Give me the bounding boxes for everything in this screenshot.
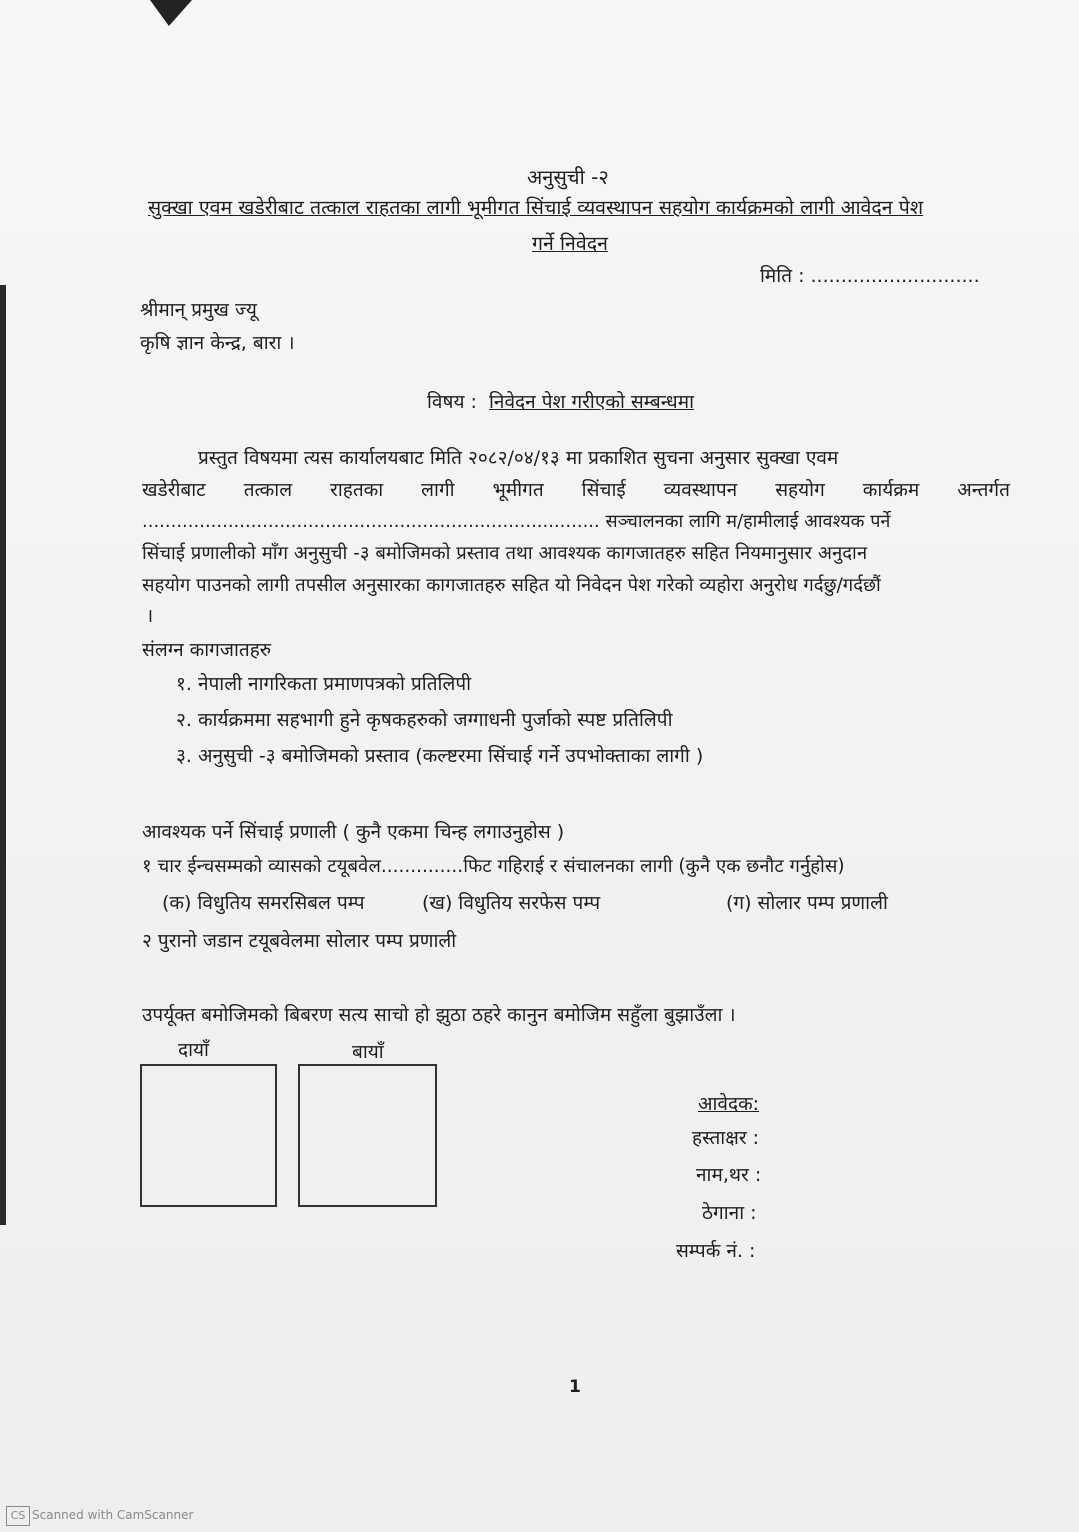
body-word: खडेरीबाट [142, 479, 206, 501]
body-line1: प्रस्तुत विषयमा त्यस कार्यालयबाट मिति २०८२/०४/१३ मा प्रकाशित सुचना अनुसार सुक्खा एवम [198, 447, 839, 469]
subject-label: विषय : [427, 391, 477, 413]
camscanner-watermark: Scanned with CamScanner [32, 1508, 194, 1522]
applicant-heading: आवेदक: [698, 1093, 760, 1115]
body-word: सिंचाई [581, 479, 626, 501]
irrigation-option1: १ चार ईन्चसम्मको व्यासको टयूबवेल..............फिट गहिराई र संचालनका लागी (कुनै एक छनौट गर्नुहोस) [142, 856, 845, 877]
name-field: नाम,थर : [696, 1164, 762, 1186]
signature-field: हस्ताक्षर : [692, 1127, 760, 1149]
body-word: राहतका [330, 479, 384, 501]
irrigation-heading: आवश्यक पर्ने सिंचाई प्रणाली ( कुनै एकमा चिन्ह लगाउनुहोस ) [142, 821, 565, 843]
irrigation-option2: २ पुरानो जडान टयूबवेलमा सोलार पम्प प्रणाली [142, 930, 457, 952]
left-thumbprint-box [298, 1064, 437, 1207]
body-word: लागी [421, 479, 455, 501]
attachment-item: २. कार्यक्रममा सहभागी हुने कृषकहरुको जग्गाधनी पुर्जाको स्पष्ट प्रतिलिपी [176, 709, 673, 731]
body-word: अन्तर्गत [957, 479, 1010, 501]
body-word: भूमीगत [492, 479, 544, 501]
body-line3: ................................................................................ सञ्चालनका लागि म/हामीलाई आवश्यक पर्ने [142, 511, 891, 532]
document-title-line2: गर्ने निवेदन [532, 232, 608, 255]
attachment-item: ३. अनुसुची -३ बमोजिमको प्रस्ताव (कल्ष्टरमा सिंचाई गर्ने उपभोक्ताका लागी ) [176, 745, 704, 767]
body-word: तत्काल [243, 479, 293, 501]
right-thumb-label: दायाँ [178, 1039, 209, 1061]
contact-field: सम्पर्क नं. : [676, 1240, 756, 1262]
page-number: 1 [569, 1377, 581, 1397]
pump-option-a: (क) विधुतिय समरसिबल पम्प [162, 892, 365, 914]
date-field: मिति : ............................ [760, 265, 980, 287]
document-title-line1: सुक्खा एवम खडेरीबाट तत्काल राहतका लागी भूमीगत सिंचाई व्यवस्थापन सहयोग कार्यक्रमको लागी आवेदन पेश [148, 196, 924, 219]
body-line5: सहयोग पाउनको लागी तपसील अनुसारका कागजातहरु सहित यो निवेदन पेश गरेको व्यहोरा अनुरोध गर्दछु/गर्दछौं [142, 575, 881, 596]
camscanner-logo-icon: CS [6, 1506, 30, 1526]
body-word: कार्यक्रम [862, 479, 920, 501]
pump-option-b: (ख) विधुतिय सरफेस पम्प [422, 892, 601, 914]
subject-text: निवेदन पेश गरीएको सम्बन्धमा [489, 391, 695, 413]
addressee-line1: श्रीमान् प्रमुख ज्यू [140, 299, 257, 321]
attachment-item: १. नेपाली नागरिकता प्रमाणपत्रको प्रतिलिपी [176, 673, 472, 695]
declaration-text: उपर्यूक्त बमोजिमको बिबरण सत्य साचो हो झुठा ठहरे कानुन बमोजिम सहुँला बुझाउँला । [142, 1004, 736, 1026]
right-thumbprint-box [140, 1064, 277, 1207]
left-thumb-label: बायाँ [352, 1041, 384, 1063]
schedule-label: अनुसुची -२ [527, 165, 609, 189]
addressee-line2: कृषि ज्ञान केन्द्र, बारा । [140, 332, 295, 354]
body-word: व्यवस्थापन [663, 479, 738, 501]
body-line4: सिंचाई प्रणालीको माँग अनुसुची -३ बमोजिमको प्रस्ताव तथा आवश्यक कागजातहरु सहित नियमानुसार अनुदान [142, 543, 868, 564]
body-line2 [142, 478, 1010, 502]
pump-option-c: (ग) सोलार पम्प प्रणाली [726, 892, 888, 914]
attachments-heading: संलग्न कागजातहरु [142, 639, 272, 661]
scan-edge-shadow [0, 285, 6, 1225]
address-field: ठेगाना : [702, 1202, 757, 1224]
body-line6: । [146, 605, 154, 627]
body-word: सहयोग [775, 479, 825, 501]
